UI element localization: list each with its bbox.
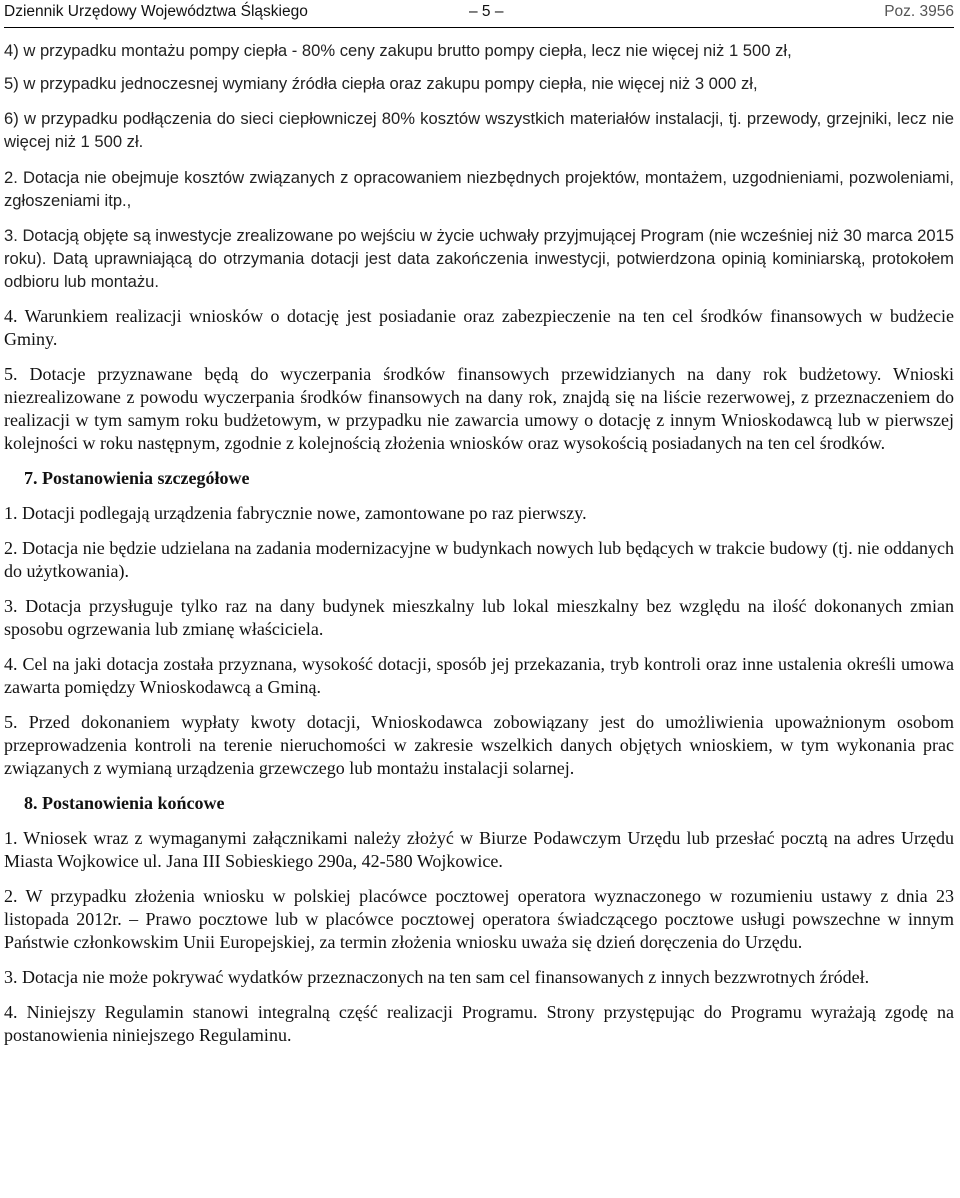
document-body — [4, 40, 954, 1047]
section7-paragraph-1: 1. Dotacji podlegają urządzenia fabrycznie nowe, zamontowane po raz pierwszy. — [4, 503, 587, 523]
section8-paragraph-1: 1. Wniosek wraz z wymaganymi załącznikami należy złożyć w Biurze Podawczym Urzędu lub przesłać pocztą na adres Urzędu Miasta Wojkowice ul. Jana III Sobieskiego 290a, 42-580 Wojkowice. — [4, 828, 954, 871]
section8-paragraph-3: 3. Dotacja nie może pokrywać wydatków przeznaczonych na ten sam cel finansowanych z innych bezzwrotnych źródeł. — [4, 967, 870, 987]
paragraph-2: 2. Dotacja nie obejmuje kosztów związanych z opracowaniem niezbędnych projektów, montażem, uzgodnieniami, pozwoleniami, zgłoszeniami itp., — [4, 168, 954, 210]
journal-title: Dziennik Urzędowy Województwa Śląskiego — [4, 3, 308, 20]
list-item-5: 5) w przypadku jednoczesnej wymiany źródła ciepła oraz zakupu pompy ciepła, nie więcej niż 3 000 zł, — [4, 74, 758, 93]
paragraph-5: 5. Dotacje przyznawane będą do wyczerpania środków finansowych przewidzianych na dany rok budżetowy. Wnioski niezrealizowane z powodu wyczerpania środków finansowych na dany rok, znajdą się na liście rezerwowej, z przeznaczeniem do realizacji w tym samym roku budżetowym, w przypadku nie zawarcia umowy o dotację z innym Wnioskodawcą lub w pierwszej kolejności w roku następnym, zgodnie z kolejnością złożenia wniosków oraz wysokością posiadanych na ten cel środków. — [4, 364, 954, 453]
section8-paragraph-4: 4. Niniejszy Regulamin stanowi integralną część realizacji Programu. Strony przystępując do Programu wyrażają zgodę na postanowienia niniejszego Regulaminu. — [4, 1002, 954, 1045]
list-item-6: 6) w przypadku podłączenia do sieci ciepłowniczej 80% kosztów wszystkich materiałów instalacji, tj. przewody, grzejniki, lecz nie więcej niż 1 500 zł. — [4, 109, 954, 151]
section7-paragraph-5: 5. Przed dokonaniem wypłaty kwoty dotacji, Wnioskodawca zobowiązany jest do umożliwienia upoważnionym osobom przeprowadzenia kontroli na terenie nieruchomości w zakresie wszelkich danych objętych wnioskiem, w tym wykonania prac związanych z wymianą urządzenia grzewczego lub montażu instalacji solarnej. — [4, 712, 954, 778]
page-header — [4, 0, 954, 28]
section-heading-8: 8. Postanowienia końcowe — [24, 793, 225, 813]
paragraph-4: 4. Warunkiem realizacji wniosków o dotację jest posiadanie oraz zabezpieczenie na ten cel środków finansowych w budżecie Gminy. — [4, 306, 954, 349]
section-heading-7: 7. Postanowienia szczegółowe — [24, 468, 250, 488]
section7-paragraph-2: 2. Dotacja nie będzie udzielana na zadania modernizacyjne w budynkach nowych lub będących w trakcie budowy (tj. nie oddanych do użytkowania). — [4, 538, 954, 581]
section8-paragraph-2: 2. W przypadku złożenia wniosku w polskiej placówce pocztowej operatora wyznaczonego w rozumieniu ustawy z dnia 23 listopada 2012r. – Prawo pocztowe lub w placówce pocztowej operatora świadczącego pocztowe usługi powszechne w innym Państwie członkowskim Unii Europejskiej, za termin złożenia wniosku uważa się dzień doręczenia do Urzędu. — [4, 886, 954, 952]
position-number: Poz. 3956 — [884, 3, 954, 20]
section7-paragraph-4: 4. Cel na jaki dotacja została przyznana, wysokość dotacji, sposób jej przekazania, tryb kontroli oraz inne ustalenia określi umowa zawarta pomiędzy Wnioskodawcą a Gminą. — [4, 654, 954, 697]
page-number: – 5 – — [469, 3, 504, 20]
list-item-4: 4) w przypadku montażu pompy ciepła - 80% ceny zakupu brutto pompy ciepła, lecz nie więcej niż 1 500 zł, — [4, 41, 792, 60]
section7-paragraph-3: 3. Dotacja przysługuje tylko raz na dany budynek mieszkalny lub lokal mieszkalny bez względu na ilość dokonanych zmian sposobu ogrzewania lub zmianę właściciela. — [4, 596, 954, 639]
paragraph-3: 3. Dotacją objęte są inwestycje zrealizowane po wejściu w życie uchwały przyjmującej Program (nie wcześniej niż 30 marca 2015 roku). Datą uprawniającą do otrzymania dotacji jest data zakończenia inwestycji, potwierdzona opinią kominiarską, protokołem odbioru lub montażu. — [4, 226, 954, 291]
